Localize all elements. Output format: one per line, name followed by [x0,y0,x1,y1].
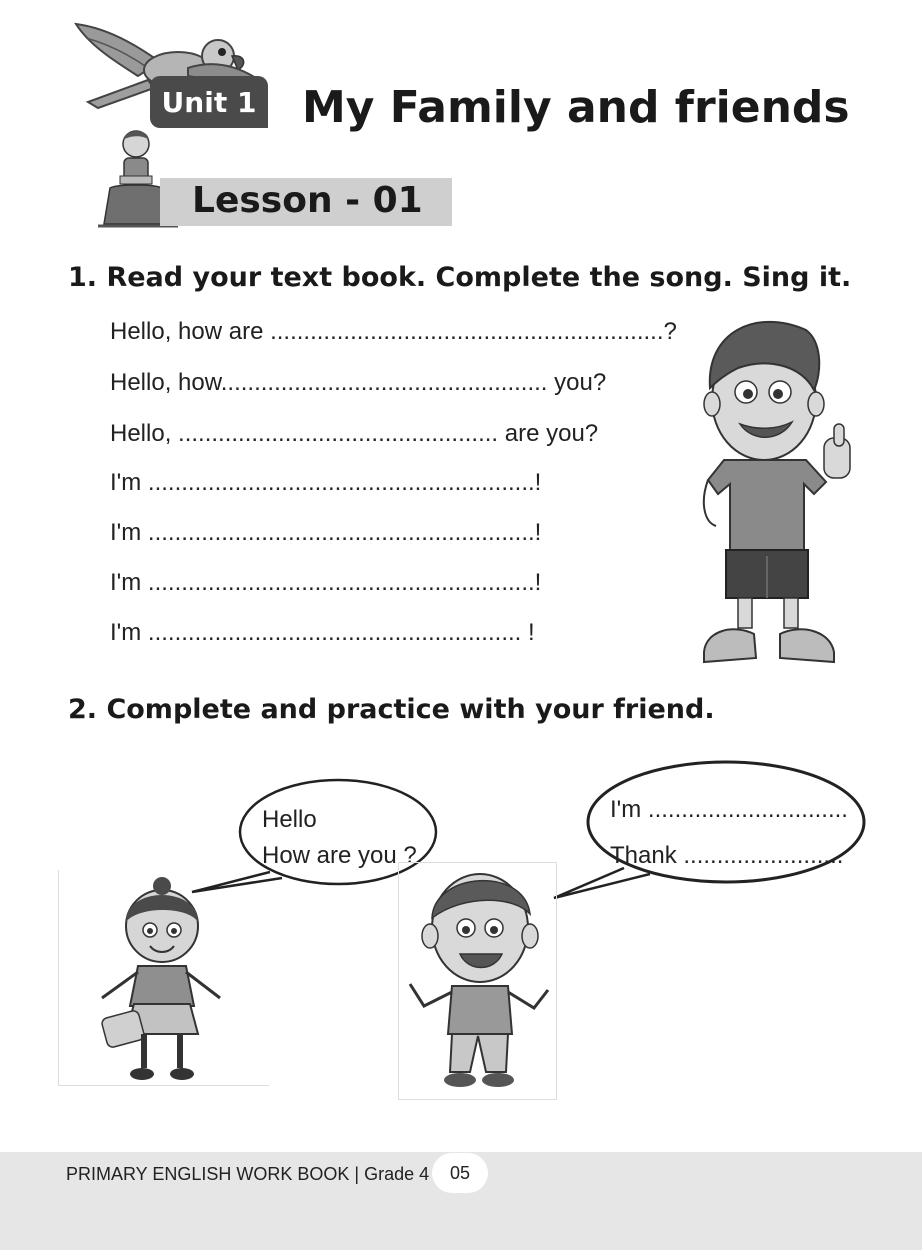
boy-speech-bubble [552,756,870,902]
boy-bubble-line-2[interactable]: Thank ........................ [610,842,844,869]
unit-badge [150,76,268,128]
exercise2-heading: 2. Complete and practice with your friend. [68,694,715,725]
page-number: 05 [449,1162,471,1183]
girl-icon [98,876,226,1082]
unit-title: My Family and friends [302,82,850,133]
thumbs-up-boy-icon [696,312,864,672]
boy-bubble-line-1[interactable]: I'm .............................. [610,796,848,823]
unit-label: Unit 1 [161,85,257,119]
footer-book-title: PRIMARY ENGLISH WORK BOOK | Grade 4 [66,1164,430,1184]
exercise1-heading: 1. Read your text book. Complete the song. Sing it. [68,262,852,293]
song-line-2[interactable]: Hello, how................................................. you? [110,369,607,396]
waving-boy-icon [404,866,552,1094]
girl-bubble-line-1: Hello [262,806,317,833]
girl-bubble-line-2: How are you ? [262,842,417,869]
song-line-7[interactable]: I'm ........................................................ ! [110,619,535,646]
song-line-4[interactable]: I'm ..........................................................! [110,469,542,496]
lesson-title: Lesson - 01 [192,180,423,221]
song-line-5[interactable]: I'm ..........................................................! [110,519,542,546]
page-number-badge [432,1153,488,1193]
song-line-1[interactable]: Hello, how are ...........................................................? [110,318,677,345]
song-line-3[interactable]: Hello, ................................................ are you? [110,420,599,447]
song-line-6[interactable]: I'm ..........................................................! [110,569,542,596]
